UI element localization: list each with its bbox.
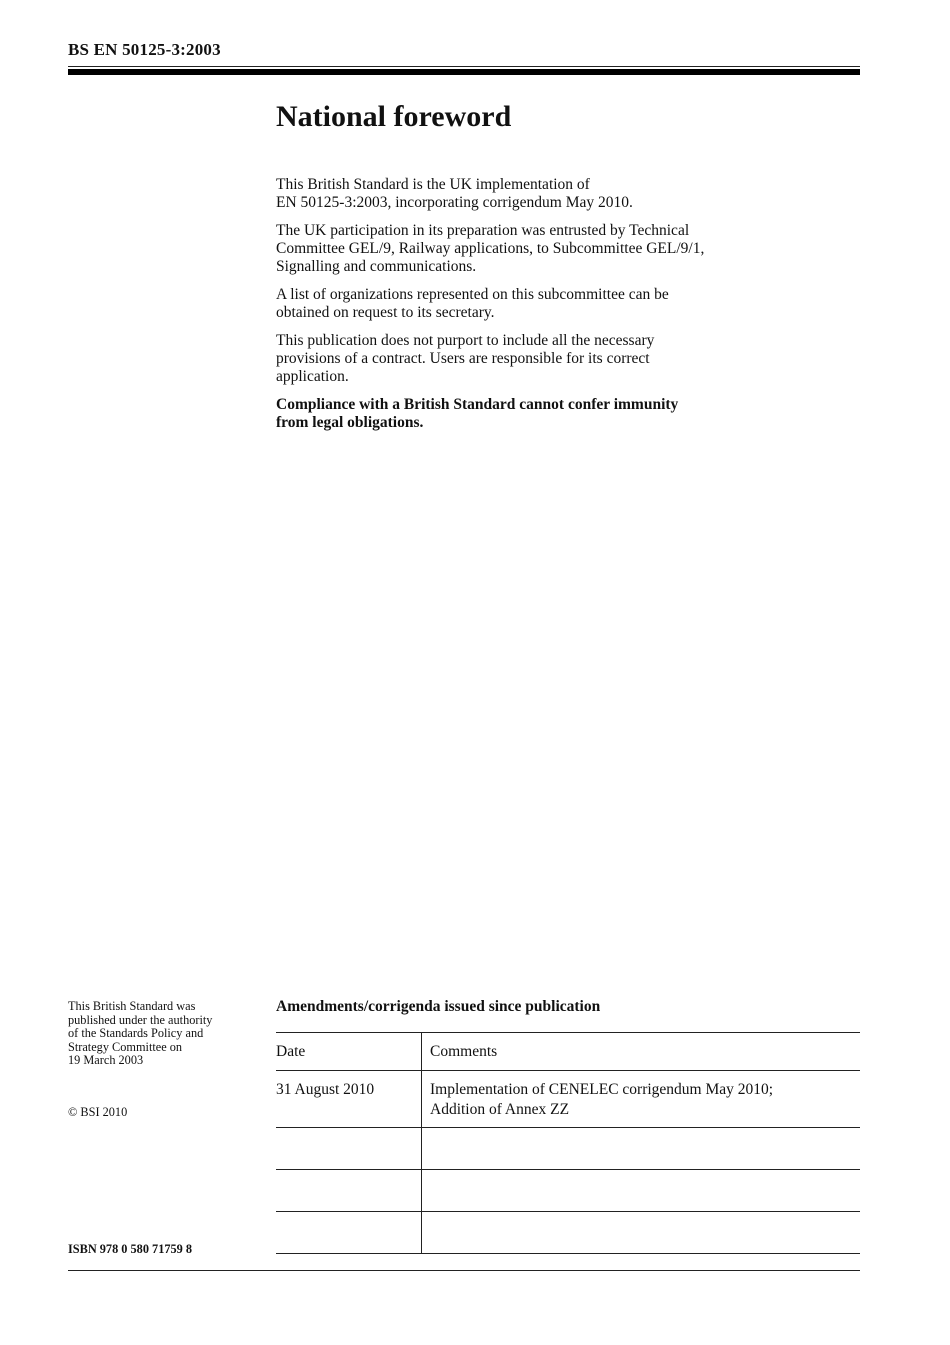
paragraph-compliance [276,396,836,432]
amendments-title: Amendments/corrigenda issued since publication [276,998,601,1015]
text-line: published under the authority [68,1012,213,1027]
cell-date [276,1128,422,1170]
text-line: 19 March 2003 [68,1053,144,1067]
text-line: Strategy Committee on [68,1039,183,1054]
publication-note [68,1000,212,1068]
text-line: Compliance with a British Standard cannot confer immunity [276,396,679,414]
paragraph-organizations [276,286,836,322]
text-line: Signalling and communications. [276,258,477,276]
text-line: A list of organizations represented on this subcommittee can be [276,286,669,304]
cell-comments [422,1128,861,1170]
text-line: of the Standards Policy and [68,1026,204,1040]
text-line: from legal obligations. [276,414,424,432]
text-line: This British Standard is the UK implementation of [276,176,590,193]
table-row-empty [276,1128,860,1170]
text-line: This British Standard was [68,999,196,1013]
text-line: The UK participation in its preparation was entrusted by Technical [276,221,690,239]
column-header-date: Date [276,1033,422,1071]
cell-comments [422,1071,861,1128]
text-line: Addition of Annex ZZ [430,1101,570,1118]
amendments-table [276,1032,860,1254]
table-row-empty [276,1170,860,1212]
text-line: provisions of a contract. Users are responsible for its correct [276,350,650,368]
copyright: © BSI 2010 [68,1105,128,1119]
text-line: obtained on request to its secretary. [276,304,495,322]
cell-date: 31 August 2010 [276,1071,422,1128]
header-rule-thin [68,66,860,67]
table-header-row [276,1033,860,1071]
cell-comments [422,1212,861,1254]
table-row [276,1071,860,1128]
text-line: Committee GEL/9, Railway applications, to Subcommittee GEL/9/1, [276,240,705,258]
cell-comments [422,1170,861,1212]
foreword-body [276,176,836,442]
document-id: BS EN 50125-3:2003 [68,40,221,59]
table-row-empty [276,1212,860,1254]
header-rule-thick [68,69,860,75]
text-line: Implementation of CENELEC corrigendum May 2010; [430,1081,774,1098]
cell-date [276,1170,422,1212]
cell-date [276,1212,422,1254]
column-header-comments: Comments [422,1033,861,1071]
footer-rule [68,1270,860,1271]
text-line: application. [276,368,349,386]
paragraph-participation [276,222,836,277]
text-line: EN 50125-3:2003, incorporating corrigendum May 2010. [276,194,633,212]
paragraph-contract [276,332,836,387]
page-title: National foreword [276,100,512,133]
text-line: This publication does not purport to include all the necessary [276,331,655,349]
isbn: ISBN 978 0 580 71759 8 [68,1242,193,1256]
paragraph-implementation [276,176,836,212]
